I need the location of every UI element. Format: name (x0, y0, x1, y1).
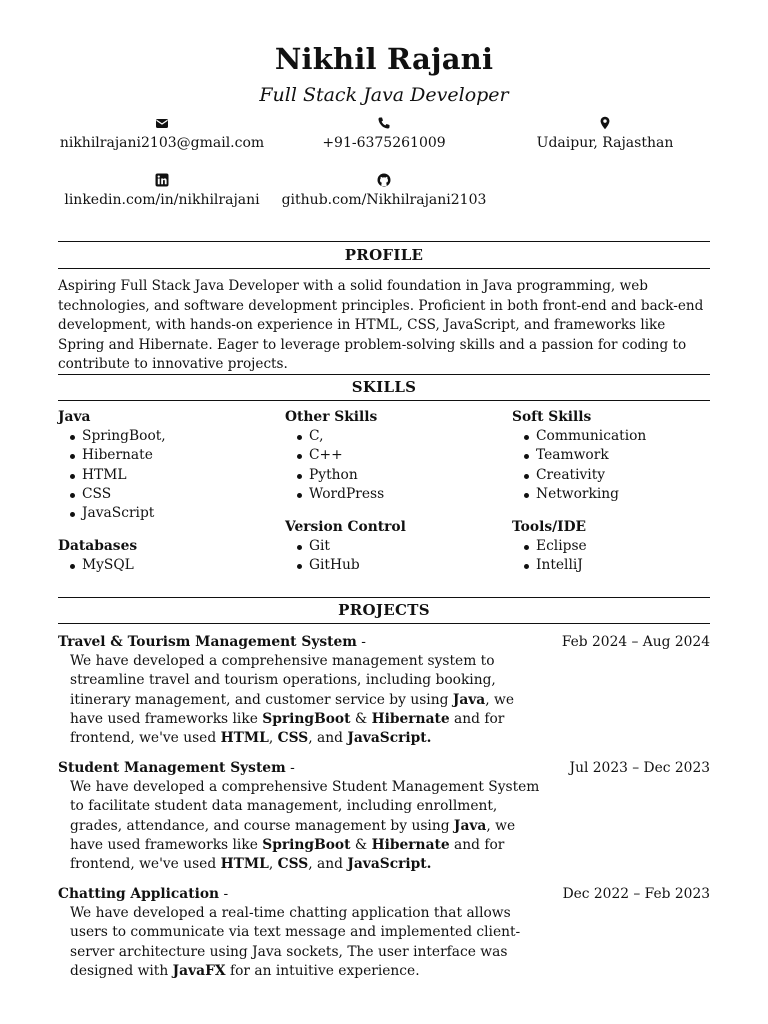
project-keyword: JavaScript. (347, 730, 432, 747)
section-divider (58, 374, 710, 375)
project-keyword: HTML (220, 856, 269, 873)
projects-heading: PROJECTS (338, 601, 430, 619)
contact-location (495, 116, 715, 151)
skills-column-1 (58, 408, 278, 576)
project-keyword: Hibernate (371, 710, 450, 727)
skill-list (58, 556, 278, 575)
project-keyword: CSS (277, 856, 309, 873)
skill-item: Hibernate (82, 446, 278, 465)
skill-list (58, 427, 278, 523)
linkedin-text: linkedin.com/in/nikhilrajani (64, 192, 260, 208)
project-text: & (350, 836, 372, 853)
section-divider (58, 623, 710, 624)
project-keyword: JavaFX (172, 962, 226, 979)
project-keyword: HTML (220, 730, 269, 747)
email-text: nikhilrajani2103@gmail.com (59, 135, 265, 151)
skills-column-2 (285, 408, 505, 576)
profile-heading: PROFILE (344, 246, 424, 264)
project-keyword: SpringBoot (262, 710, 351, 727)
skill-item: GitHub (309, 556, 505, 575)
project-date: Jul 2023 – Dec 2023 (569, 760, 710, 776)
skill-list (285, 427, 505, 504)
project-text: We have developed a real-time chatting application that allows users to communicate via text message and implemented client-server architecture using Java sockets, The user interface was designed with (70, 905, 521, 979)
skill-item: Eclipse (536, 537, 710, 556)
project-entry (58, 633, 710, 748)
skill-group-title: Java (58, 409, 91, 425)
project-title: Chatting Application (58, 886, 220, 902)
project-header (58, 885, 710, 904)
contact-phone[interactable] (274, 116, 494, 151)
github-icon (377, 173, 391, 187)
project-date: Feb 2024 – Aug 2024 (561, 634, 710, 650)
project-text: and for frontend, we've used (70, 710, 505, 747)
location-text: Udaipur, Rajasthan (536, 135, 674, 151)
candidate-role: Full Stack Java Developer (259, 84, 509, 106)
section-divider (58, 268, 710, 269)
project-text: , we have used frameworks like (70, 691, 514, 727)
linkedin-icon (155, 173, 169, 187)
skills-column-3 (512, 408, 710, 576)
envelope-icon (155, 116, 169, 130)
profile-summary: Aspiring Full Stack Java Developer with a solid foundation in Java programming, web technologies, and software development principles. Proficient in both front-end and back-end development, with hands-on experience in HTML, CSS, JavaScript, and frameworks like Spring and Hibernate. Eager to leverage problem-solving skills and a passion for coding to contribute to innovative projects. (58, 278, 704, 372)
location-pin-icon (598, 116, 612, 130)
project-text: , we have used frameworks like (70, 817, 516, 853)
skills-heading: SKILLS (351, 378, 417, 396)
project-keyword: SpringBoot (262, 836, 351, 853)
contact-linkedin[interactable] (52, 173, 272, 208)
skill-group-title: Databases (58, 538, 138, 555)
project-date: Dec 2022 – Feb 2023 (562, 886, 710, 902)
project-header (58, 633, 710, 652)
skill-item: C++ (309, 446, 505, 465)
section-divider (58, 597, 710, 598)
skill-item: Networking (536, 485, 710, 504)
project-header (58, 759, 710, 778)
skill-item: JavaScript (82, 504, 278, 523)
skill-group-title: Tools/IDE (512, 519, 587, 536)
project-text: We have developed a comprehensive Student Management System to facilitate student data management, including enrollment, grades, attendance, and course management by using (70, 779, 540, 834)
skill-item: Teamwork (536, 446, 710, 465)
contact-email[interactable] (52, 116, 272, 151)
project-entry (58, 885, 710, 981)
project-title: Travel & Tourism Management System (58, 634, 357, 650)
github-text: github.com/Nikhilrajani2103 (281, 192, 487, 208)
project-entry (58, 759, 710, 874)
project-keyword: Java (453, 817, 487, 834)
project-title: Student Management System (58, 760, 286, 776)
section-divider (58, 400, 710, 401)
project-keyword: Hibernate (371, 836, 450, 853)
project-title-dash: - (356, 634, 366, 650)
project-title-dash: - (219, 886, 229, 902)
project-text: and for frontend, we've used (70, 836, 505, 873)
contact-github[interactable] (274, 173, 494, 208)
skill-item: SpringBoot, (82, 427, 278, 446)
skill-item: HTML (82, 466, 278, 485)
project-text: , and (308, 856, 348, 873)
skill-item: Communication (536, 427, 710, 446)
project-keyword: Java (452, 691, 486, 708)
skill-item: MySQL (82, 556, 278, 575)
project-text: , (268, 730, 278, 747)
project-keyword: CSS (277, 730, 309, 747)
project-description (70, 652, 540, 748)
skill-item: Python (309, 466, 505, 485)
candidate-name: Nikhil Rajani (274, 42, 494, 76)
skill-group-title: Version Control (285, 519, 406, 536)
skill-list (512, 537, 710, 576)
phone-text: +91-6375261009 (322, 135, 446, 151)
project-description (70, 778, 540, 874)
skill-item: Creativity (536, 466, 710, 485)
project-text: , (268, 856, 278, 873)
skill-item: IntelliJ (536, 556, 710, 575)
project-text: & (350, 710, 372, 727)
project-text: for an intuitive experience. (225, 962, 420, 979)
skill-item: WordPress (309, 485, 505, 504)
project-keyword: JavaScript. (347, 856, 432, 873)
skill-list (285, 537, 505, 576)
skill-item: CSS (82, 485, 278, 504)
project-text: , and (308, 730, 348, 747)
skill-list (512, 427, 710, 504)
project-title-dash: - (285, 760, 295, 776)
project-text: We have developed a comprehensive management system to streamline travel and tourism operations, including booking, itinerary management, and customer service by using (70, 653, 496, 708)
project-description (70, 904, 540, 981)
skill-item: C, (309, 427, 505, 446)
skill-group-title: Other Skills (285, 409, 378, 425)
phone-icon (377, 116, 391, 130)
skill-group-title: Soft Skills (512, 409, 592, 425)
section-divider (58, 241, 710, 242)
skill-item: Git (309, 537, 505, 556)
